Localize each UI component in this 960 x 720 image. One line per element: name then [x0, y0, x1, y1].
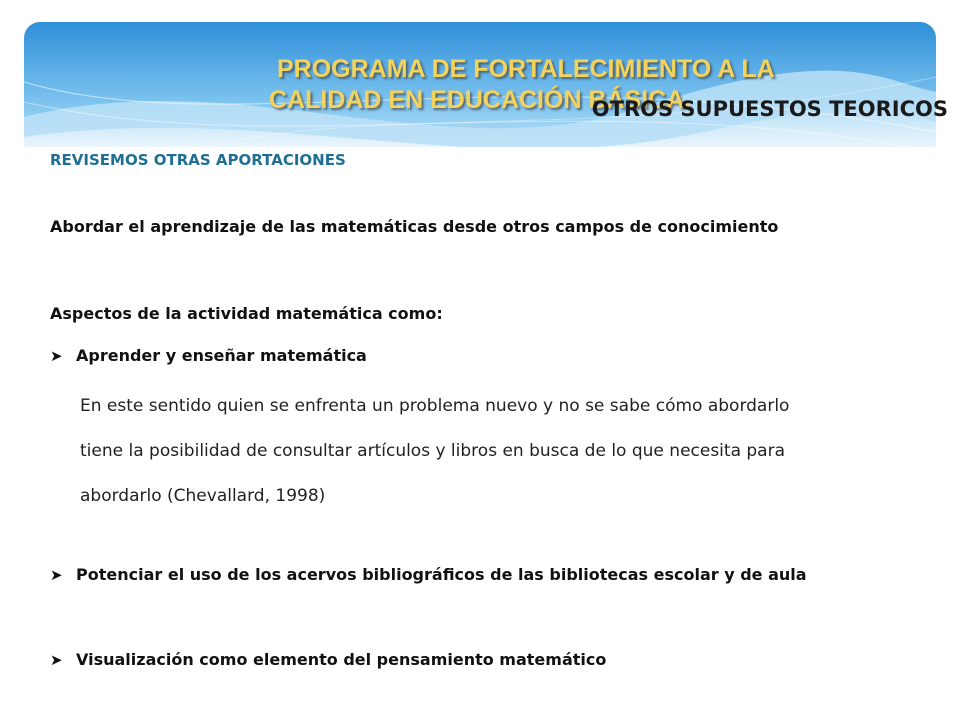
- header-banner: [24, 22, 936, 167]
- paragraph-line: abordarlo (Chevallard, 1998): [80, 486, 326, 506]
- arrow-bullet-icon: ➤: [50, 566, 63, 584]
- explanation-paragraph: [80, 384, 789, 519]
- program-title-line1: PROGRAMA DE FORTALECIMIENTO A LA: [277, 55, 775, 83]
- paragraph-line: En este sentido quien se enfrenta un problema nuevo y no se sabe cómo abordarlo: [80, 396, 790, 416]
- paragraph-line: tiene la posibilidad de consultar artículos y libros en busca de lo que necesita para: [80, 441, 786, 461]
- section-kicker: REVISEMOS OTRAS APORTACIONES: [50, 151, 346, 169]
- arrow-bullet-icon: ➤: [50, 651, 63, 669]
- slide-subtitle: OTROS SUPUESTOS TEORICOS: [591, 97, 948, 121]
- bullet-text: Visualización como elemento del pensamiento matemático: [76, 650, 607, 669]
- bullet-item: [50, 565, 807, 584]
- bullet-item: [50, 346, 367, 365]
- bullet-text: Potenciar el uso de los acervos bibliográficos de las bibliotecas escolar y de aula: [76, 565, 807, 584]
- bullet-text: Aprender y enseñar matemática: [76, 346, 367, 365]
- aspects-heading: Aspectos de la actividad matemática como:: [50, 304, 443, 323]
- arrow-bullet-icon: ➤: [50, 347, 63, 365]
- bullet-item: [50, 650, 606, 669]
- program-title-line2: CALIDAD EN EDUCACIÓN BÁSICA.: [269, 86, 692, 114]
- intro-statement: Abordar el aprendizaje de las matemáticas desde otros campos de conocimiento: [50, 217, 779, 236]
